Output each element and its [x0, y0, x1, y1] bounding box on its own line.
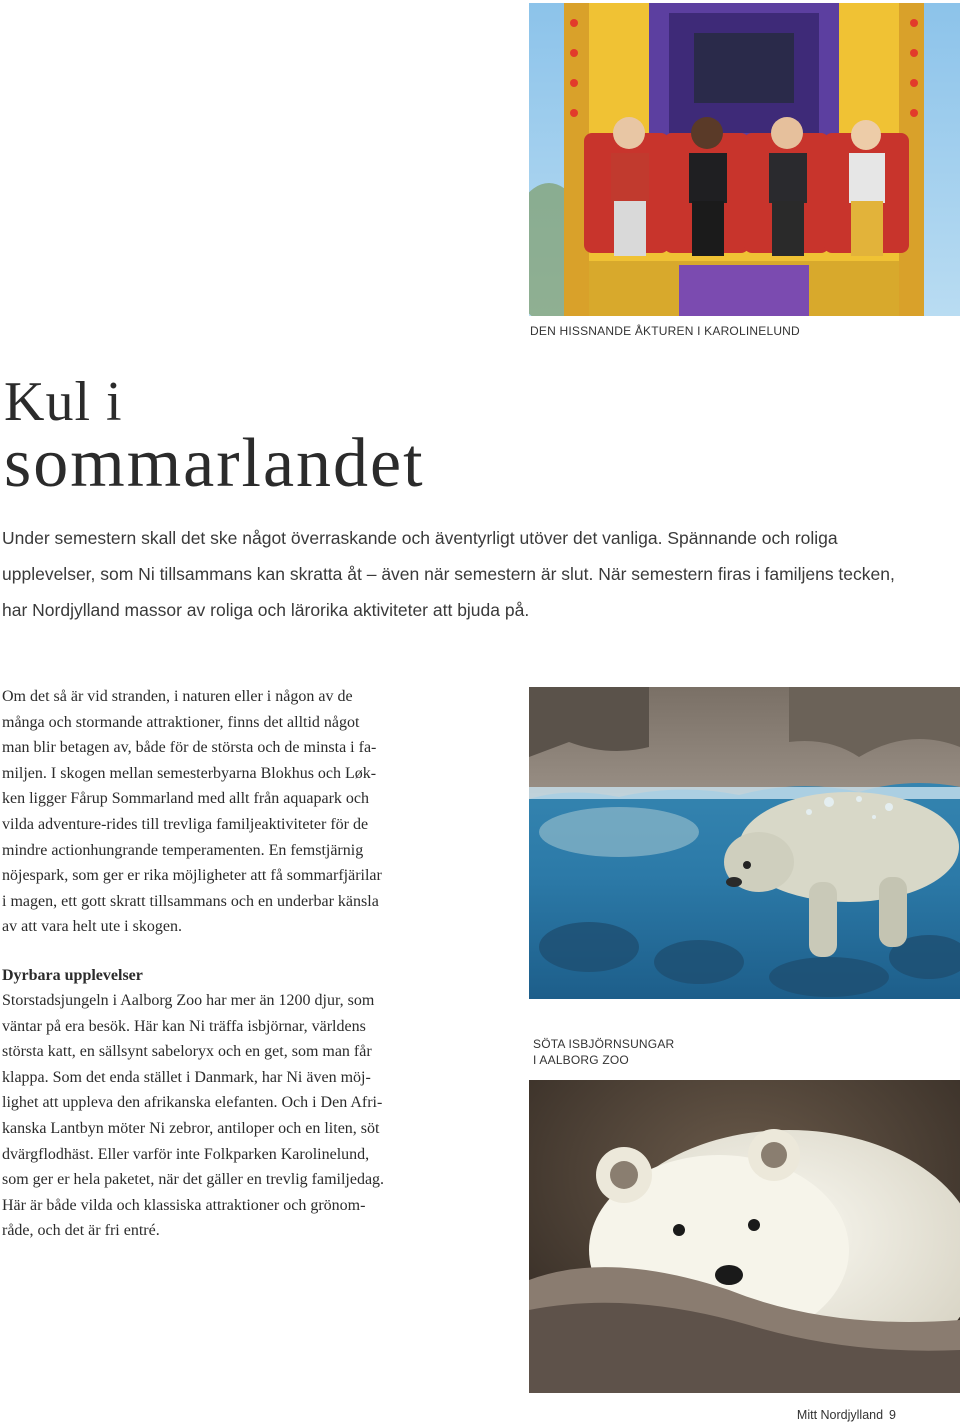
body-paragraph-2-text: Storstadsjungeln i Aalborg Zoo har mer än 1200 djur, som väntar på era besök. Här kan Ni träffa isbjörnar, världens största katt, en sällsynt sabeloryx och en get, som man får klappa. Som det enda stället i Danmark, har Ni även möj- lighet att uppleva den afrikanska elefanten. Och i Den Afri- kanska Lantbyn möter Ni zebror, antiloper och en liten, söt dvärgflodhäst. Eller varför inte Folkparken Karolinelund, som ger er hela paketet, när det gäller en trevlig familjedag. Här är både vilda och klassiska attraktioner och grönom- råde, och det är fri entré.: [2, 992, 385, 1240]
body-paragraph-2: [2, 988, 448, 1244]
page-footer: [797, 1408, 896, 1422]
polar-bear-cub-photo: [529, 1080, 960, 1393]
drop-tower-photo: [529, 3, 960, 316]
body-paragraph-1-text: Om det så är vid stranden, i naturen eller i någon av de många och stormande attraktioner, finns det alltid något man blir betagen av, både för de största och de minsta i fa- miljen. I skogen mellan semesterbyarna Blokhus och Løk- ken ligger Fårup Sommarland med allt från aquapark och vilda adventure-rides till trevliga familjeaktiviteter för de mindre actionhungrande temperamenten. En femstjärnig nöjespark, som ger er rika möjligheter att få sommarfjärilar i magen, ett gott skratt tillsammans och en underbar känsla av att vara helt ute i skogen.: [2, 688, 382, 936]
publication-name: Mitt Nordjylland: [796, 1408, 884, 1422]
page-title-line-1: Kul i: [4, 371, 123, 433]
intro-paragraph: Under semestern skall det ske något överraskande och äventyrligt utöver det vanliga. Spännande och roliga upplevelser, som Ni tillsammans kan skratta åt – även när semestern är slut. När semestern firas i familjens tecken, har Nordjylland massor av roliga och lärorika aktiviteter att bjuda på.: [2, 528, 895, 620]
cub-photo-caption: [533, 1036, 733, 1068]
page-number: 9: [889, 1408, 896, 1422]
cub-caption-line-2: I AALBORG ZOO: [533, 1053, 629, 1067]
section-subheading: Dyrbara upplevelser: [2, 967, 143, 984]
page-title: [4, 371, 425, 502]
page-title-line-2: sommarlandet: [4, 425, 425, 502]
body-paragraph-1: [2, 684, 448, 940]
ride-photo-caption: DEN HISSNANDE ÅKTUREN I KAROLINELUND: [530, 324, 800, 338]
cub-caption-line-1: SÖTA ISBJÖRNSUNGAR: [533, 1037, 675, 1051]
polar-bear-underwater-photo: [529, 687, 960, 999]
